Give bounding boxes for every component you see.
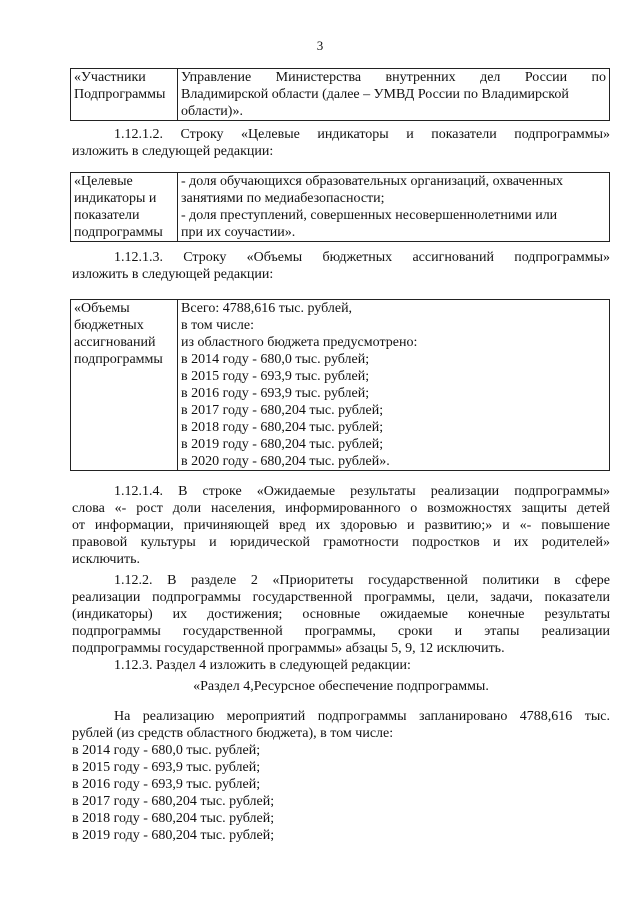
cell-line: в 2019 году - 680,204 тыс. рублей; — [181, 437, 384, 452]
table-budget-label — [71, 300, 178, 471]
cell-line: - доля обучающихся образовательных организаций, охваченных — [181, 174, 564, 189]
cell-line: индикаторы и — [74, 191, 157, 206]
table-budget — [70, 299, 610, 471]
cell-line: в 2016 году - 693,9 тыс. рублей; — [181, 386, 370, 401]
page-number: 3 — [316, 38, 324, 53]
cell-line: в том числе: — [181, 318, 254, 333]
cell-line: из областного бюджета предусмотрено: — [181, 335, 418, 350]
text-line: изложить в следующей редакции: — [72, 144, 274, 159]
cell-line: области)». — [181, 104, 243, 119]
cell-line: «Объемы — [74, 301, 130, 316]
cell-line: в 2018 году - 680,204 тыс. рублей; — [181, 420, 384, 435]
list-item: в 2014 году - 680,0 тыс. рублей; — [72, 743, 261, 758]
text-line: от информации, причиняющей вред их здоровью и развитию;» и «- повышение — [72, 518, 610, 533]
cell-line: «Участники — [74, 70, 146, 85]
text-line: исключить. — [72, 552, 140, 567]
cell-line: Управление Министерства внутренних дел России по — [181, 70, 606, 85]
funding-years-list — [72, 742, 610, 844]
cell-line: подпрограммы — [74, 225, 163, 240]
cell-line: в 2014 году - 680,0 тыс. рублей; — [181, 352, 370, 367]
cell-line: бюджетных — [74, 318, 144, 333]
text-line: изложить в следующей редакции: — [72, 267, 274, 282]
cell-line: при их соучастии». — [181, 225, 296, 240]
list-item: в 2019 году - 680,204 тыс. рублей; — [72, 828, 275, 843]
text-line: слова «- рост доли населения, информированного о возможностях защиты детей — [72, 501, 610, 516]
paragraph-1-12-2 — [72, 572, 610, 657]
text-line: (индикаторы) их достижения; основные ожидаемые конечные результаты — [72, 607, 610, 622]
table-participants-value — [178, 69, 610, 121]
text-line: 1.12.1.4. В строке «Ожидаемые результаты реализации подпрограммы» — [114, 484, 610, 499]
cell-line: занятиями по медиабезопасности; — [181, 191, 385, 206]
table-indicators — [70, 172, 610, 242]
paragraph-1-12-1-4 — [72, 483, 610, 568]
table-participants-label — [71, 69, 178, 121]
cell-line: показатели — [74, 208, 140, 223]
list-item: в 2018 году - 680,204 тыс. рублей; — [72, 811, 275, 826]
text-line: На реализацию мероприятий подпрограммы запланировано 4788,616 тыс. — [114, 709, 610, 724]
text-line: подпрограммы государственной программы» абзацы 5, 9, 12 исключить. — [72, 641, 505, 656]
text-line: реализации подпрограммы государственной программы, цели, задачи, показатели — [72, 590, 610, 605]
cell-line: «Целевые — [74, 174, 133, 189]
section-title — [72, 678, 610, 695]
text-line: подпрограммы государственной программы, сроки и этапы реализации — [72, 624, 610, 639]
text-line: 1.12.1.3. Строку «Объемы бюджетных ассигнований подпрограммы» — [114, 250, 610, 265]
table-indicators-value — [178, 173, 610, 242]
list-item: в 2017 году - 680,204 тыс. рублей; — [72, 794, 275, 809]
text-line: 1.12.2. В разделе 2 «Приоритеты государственной политики в сфере — [114, 573, 610, 588]
cell-line: Владимирской области (далее – УМВД России по Владимирской — [181, 87, 569, 102]
list-item: в 2016 году - 693,9 тыс. рублей; — [72, 777, 261, 792]
text-line: рублей (из средств областного бюджета), в том числе: — [72, 726, 394, 741]
text-line: «Раздел 4,Ресурсное обеспечение подпрограммы. — [193, 679, 489, 694]
paragraph-1-12-1-3 — [72, 249, 610, 283]
table-participants — [70, 68, 610, 121]
cell-line: Всего: 4788,616 тыс. рублей, — [181, 301, 353, 316]
paragraph-1-12-3 — [72, 657, 610, 674]
cell-line: подпрограммы — [74, 352, 163, 367]
cell-line: в 2017 году - 680,204 тыс. рублей; — [181, 403, 384, 418]
cell-line: Подпрограммы — [74, 87, 166, 102]
paragraph-funding — [72, 708, 610, 742]
text-line: 1.12.3. Раздел 4 изложить в следующей редакции: — [114, 658, 411, 673]
table-indicators-label — [71, 173, 178, 242]
list-item: в 2015 году - 693,9 тыс. рублей; — [72, 760, 261, 775]
cell-line: ассигнований — [74, 335, 156, 350]
text-line: правовой культуры и юридической грамотности подростков и их родителей» — [72, 535, 610, 550]
text-line: 1.12.1.2. Строку «Целевые индикаторы и показатели подпрограммы» — [114, 127, 610, 142]
paragraph-1-12-1-2 — [72, 126, 610, 160]
cell-line: в 2015 году - 693,9 тыс. рублей; — [181, 369, 370, 384]
cell-line: в 2020 году - 680,204 тыс. рублей». — [181, 454, 390, 469]
table-budget-value — [178, 300, 610, 471]
cell-line: - доля преступлений, совершенных несовершеннолетними или — [181, 208, 558, 223]
